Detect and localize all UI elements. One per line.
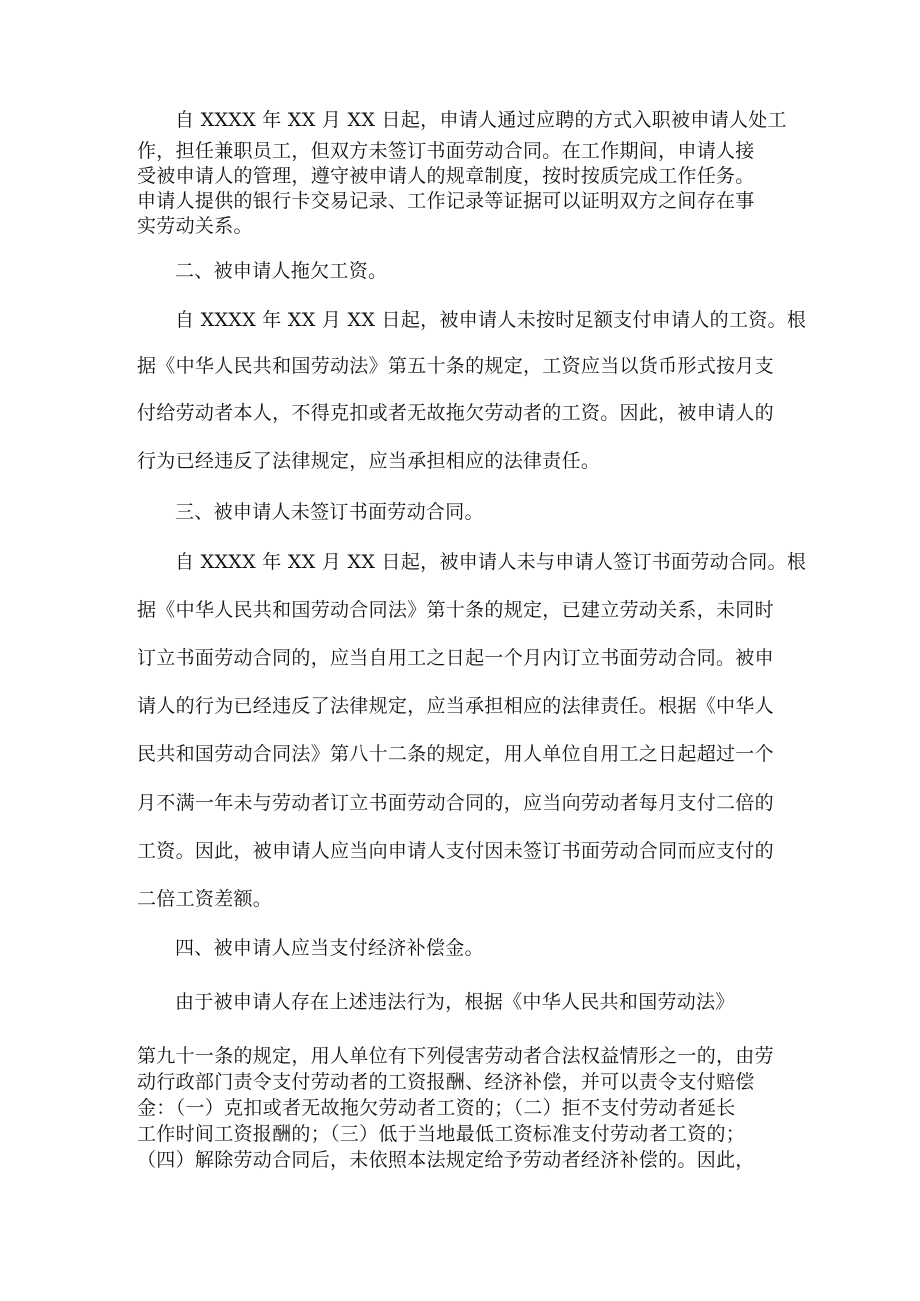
- text-line: 动行政部门责令支付劳动者的工资报酬、经济补偿，并可以责令支付赔偿: [137, 1071, 755, 1093]
- text-line: 二倍工资差额。: [137, 888, 273, 910]
- text-line: 作，担任兼职员工，但双方未签订书面劳动合同。在工作期间，申请人接: [137, 140, 755, 162]
- text-line: 自 XXXX 年 XX 月 XX 日起，被申请人未与申请人签订书面劳动合同。根: [175, 551, 807, 573]
- section-heading-2: 二、被申请人拖欠工资。: [175, 260, 388, 282]
- text-line: 自 XXXX 年 XX 月 XX 日起，申请人通过应聘的方式入职被申请人处工: [175, 109, 787, 131]
- text-line: 订立书面劳动合同的，应当自用工之日起一个月内订立书面劳动合同。被申: [137, 647, 774, 669]
- text-line: 请人的行为已经违反了法律规定，应当承担相应的法律责任。根据《中华人: [137, 695, 774, 717]
- section-heading-4: 四、被申请人应当支付经济补偿金。: [175, 937, 484, 959]
- text-line: 付给劳动者本人，不得克扣或者无故拖欠劳动者的工资。因此，被申请人的: [137, 402, 774, 424]
- text-line: 工作时间工资报酬的；（三）低于当地最低工资标准支付劳动者工资的；: [137, 1123, 746, 1145]
- text-line: 民共和国劳动合同法》第八十二条的规定，用人单位自用工之日起超过一个: [137, 743, 774, 765]
- text-line: 自 XXXX 年 XX 月 XX 日起，被申请人未按时足额支付申请人的工资。根: [175, 309, 807, 331]
- text-line: 月不满一年未与劳动者订立书面劳动合同的，应当向劳动者每月支付二倍的: [137, 792, 774, 814]
- text-line: 受被申请人的管理，遵守被申请人的规章制度，按时按质完成工作任务。: [137, 165, 755, 187]
- text-line: （四）解除劳动合同后，未依照本法规定给予劳动者经济补偿的。因此，: [137, 1149, 755, 1171]
- text-line: 据《中华人民共和国劳动合同法》第十条的规定，已建立劳动关系，未同时: [137, 599, 774, 621]
- text-line: 实劳动关系。: [137, 215, 253, 237]
- section-heading-3: 三、被申请人未签订书面劳动合同。: [175, 501, 484, 523]
- text-line: 工资。因此，被申请人应当向申请人支付因未签订书面劳动合同而应支付的: [137, 840, 774, 862]
- text-line: 金：（一）克扣或者无故拖欠劳动者工资的；（二）拒不支付劳动者延长: [137, 1097, 736, 1119]
- text-line: 由于被申请人存在上述违法行为，根据《中华人民共和国劳动法》: [175, 991, 735, 1013]
- text-line: 据《中华人民共和国劳动法》第五十条的规定，工资应当以货币形式按月支: [137, 355, 774, 377]
- text-line: 第九十一条的规定，用人单位有下列侵害劳动者合法权益情形之一的，由劳: [137, 1045, 774, 1067]
- text-line: 行为已经违反了法律规定，应当承担相应的法律责任。: [137, 450, 601, 472]
- text-line: 申请人提供的银行卡交易记录、工作记录等证据可以证明双方之间存在事: [137, 190, 755, 212]
